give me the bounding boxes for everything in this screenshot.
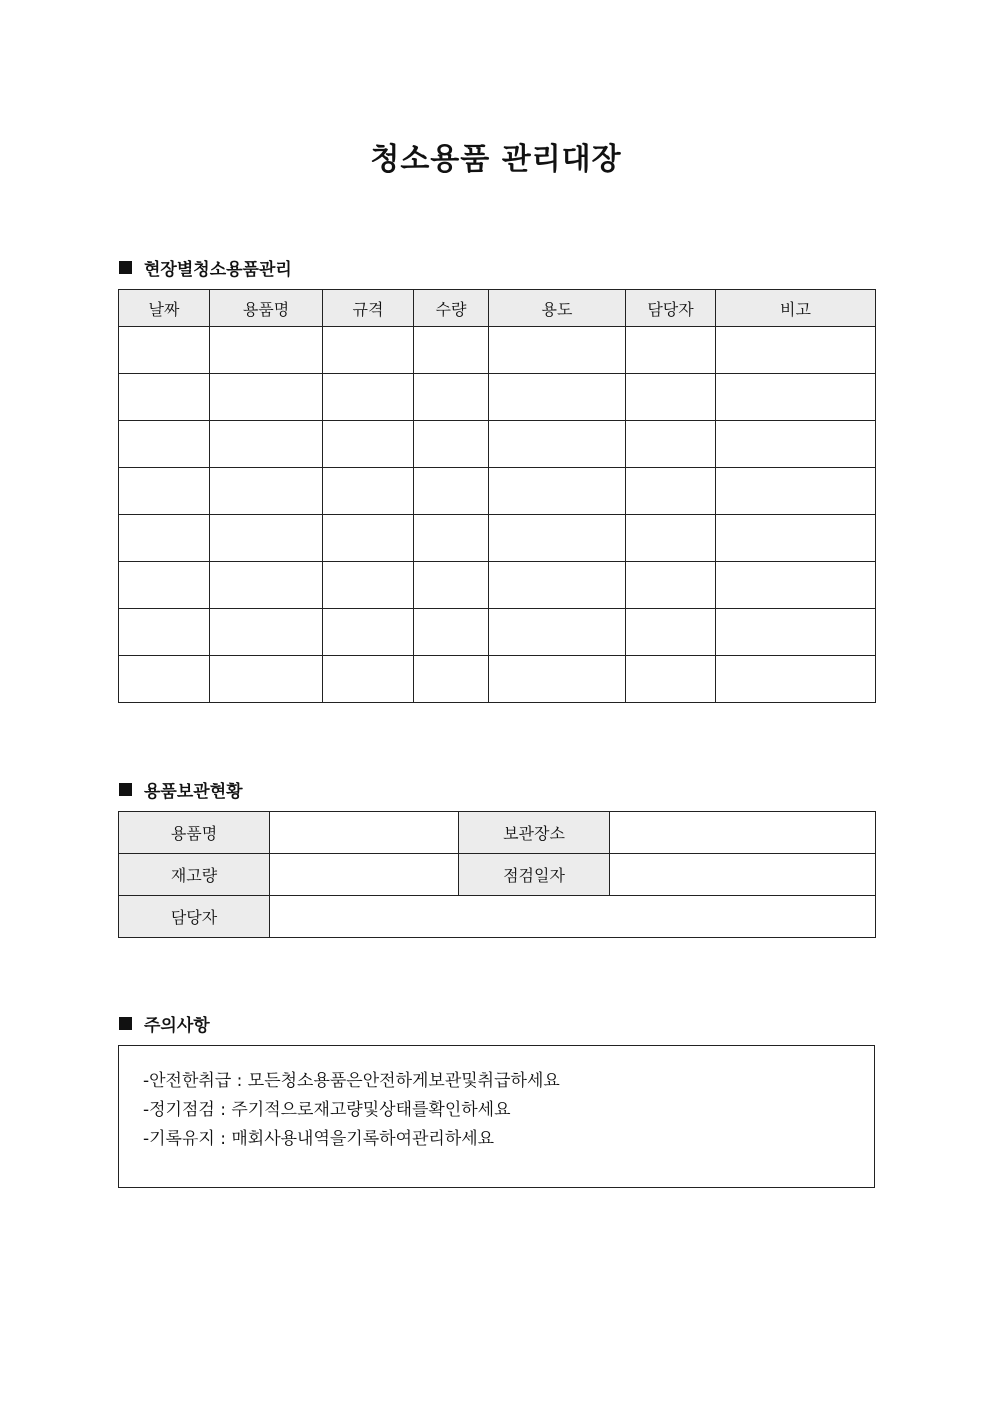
table-header-row — [119, 290, 876, 327]
section-heading-label: 주의사항 — [144, 1016, 210, 1036]
cell-remarks[interactable] — [716, 609, 876, 656]
column-header-item-name: 용품명 — [210, 290, 323, 327]
section-heading-precautions — [119, 1011, 210, 1036]
cell-manager[interactable] — [626, 609, 716, 656]
column-header-purpose: 용도 — [489, 290, 626, 327]
section-heading-field-management — [119, 255, 292, 280]
field-management-table — [118, 289, 876, 703]
table-row — [119, 515, 876, 562]
value-stock[interactable] — [270, 854, 459, 896]
precaution-line: -정기점검 : 주기적으로재고량및상태를확인하세요 — [143, 1100, 511, 1120]
square-bullet-icon — [119, 261, 132, 274]
cell-date[interactable] — [119, 609, 210, 656]
square-bullet-icon — [119, 1017, 132, 1030]
table-row — [119, 468, 876, 515]
table-row — [119, 812, 876, 854]
value-manager[interactable] — [270, 896, 876, 938]
column-header-remarks: 비고 — [716, 290, 876, 327]
column-header-quantity: 수량 — [414, 290, 489, 327]
table-row — [119, 854, 876, 896]
cell-remarks[interactable] — [716, 656, 876, 703]
cell-purpose[interactable] — [489, 656, 626, 703]
cell-spec[interactable] — [323, 374, 414, 421]
value-check-date[interactable] — [610, 854, 876, 896]
value-storage-location[interactable] — [610, 812, 876, 854]
cell-spec[interactable] — [323, 609, 414, 656]
cell-date[interactable] — [119, 421, 210, 468]
cell-purpose[interactable] — [489, 468, 626, 515]
label-storage-location: 보관장소 — [459, 812, 610, 854]
cell-item-name[interactable] — [210, 515, 323, 562]
cell-item-name[interactable] — [210, 327, 323, 374]
label-check-date: 점검일자 — [459, 854, 610, 896]
cell-date[interactable] — [119, 562, 210, 609]
cell-manager[interactable] — [626, 421, 716, 468]
label-manager: 담당자 — [119, 896, 270, 938]
cell-quantity[interactable] — [414, 327, 489, 374]
cell-item-name[interactable] — [210, 374, 323, 421]
precaution-line: -안전한취급 : 모든청소용품은안전하게보관및취급하세요 — [143, 1071, 560, 1091]
cell-spec[interactable] — [323, 468, 414, 515]
table-row — [119, 896, 876, 938]
cell-manager[interactable] — [626, 656, 716, 703]
cell-spec[interactable] — [323, 515, 414, 562]
cell-quantity[interactable] — [414, 468, 489, 515]
cell-spec[interactable] — [323, 327, 414, 374]
column-header-spec: 규격 — [323, 290, 414, 327]
cell-remarks[interactable] — [716, 374, 876, 421]
section-heading-label: 현장별청소용품관리 — [144, 260, 292, 280]
cell-spec[interactable] — [323, 421, 414, 468]
label-stock: 재고량 — [119, 854, 270, 896]
cell-item-name[interactable] — [210, 562, 323, 609]
cell-manager[interactable] — [626, 468, 716, 515]
cell-quantity[interactable] — [414, 515, 489, 562]
cell-remarks[interactable] — [716, 421, 876, 468]
cell-quantity[interactable] — [414, 421, 489, 468]
value-item-name[interactable] — [270, 812, 459, 854]
cell-date[interactable] — [119, 374, 210, 421]
cell-remarks[interactable] — [716, 327, 876, 374]
cell-purpose[interactable] — [489, 327, 626, 374]
section-heading-storage-status — [119, 777, 243, 802]
cell-manager[interactable] — [626, 562, 716, 609]
label-item-name: 용품명 — [119, 812, 270, 854]
cell-remarks[interactable] — [716, 562, 876, 609]
cell-item-name[interactable] — [210, 421, 323, 468]
cell-remarks[interactable] — [716, 468, 876, 515]
table-row — [119, 562, 876, 609]
cell-manager[interactable] — [626, 327, 716, 374]
cell-purpose[interactable] — [489, 609, 626, 656]
column-header-date: 날짜 — [119, 290, 210, 327]
cell-date[interactable] — [119, 515, 210, 562]
table-row — [119, 656, 876, 703]
cell-quantity[interactable] — [414, 562, 489, 609]
cell-date[interactable] — [119, 468, 210, 515]
cell-quantity[interactable] — [414, 656, 489, 703]
table-row — [119, 327, 876, 374]
cell-quantity[interactable] — [414, 374, 489, 421]
precaution-line: -기록유지 : 매회사용내역을기록하여관리하세요 — [143, 1129, 495, 1149]
cell-manager[interactable] — [626, 374, 716, 421]
cell-remarks[interactable] — [716, 515, 876, 562]
cell-purpose[interactable] — [489, 515, 626, 562]
column-header-manager: 담당자 — [626, 290, 716, 327]
cell-purpose[interactable] — [489, 562, 626, 609]
section-heading-label: 용품보관현황 — [144, 782, 243, 802]
cell-spec[interactable] — [323, 656, 414, 703]
table-row — [119, 374, 876, 421]
cell-quantity[interactable] — [414, 609, 489, 656]
cell-purpose[interactable] — [489, 374, 626, 421]
page-title: 청소용품 관리대장 — [370, 142, 622, 177]
table-row — [119, 609, 876, 656]
cell-spec[interactable] — [323, 562, 414, 609]
table-row — [119, 421, 876, 468]
storage-status-table — [118, 811, 876, 938]
cell-item-name[interactable] — [210, 468, 323, 515]
cell-purpose[interactable] — [489, 421, 626, 468]
cell-date[interactable] — [119, 656, 210, 703]
cell-date[interactable] — [119, 327, 210, 374]
cell-item-name[interactable] — [210, 609, 323, 656]
square-bullet-icon — [119, 783, 132, 796]
cell-item-name[interactable] — [210, 656, 323, 703]
cell-manager[interactable] — [626, 515, 716, 562]
precautions-box — [118, 1045, 875, 1188]
